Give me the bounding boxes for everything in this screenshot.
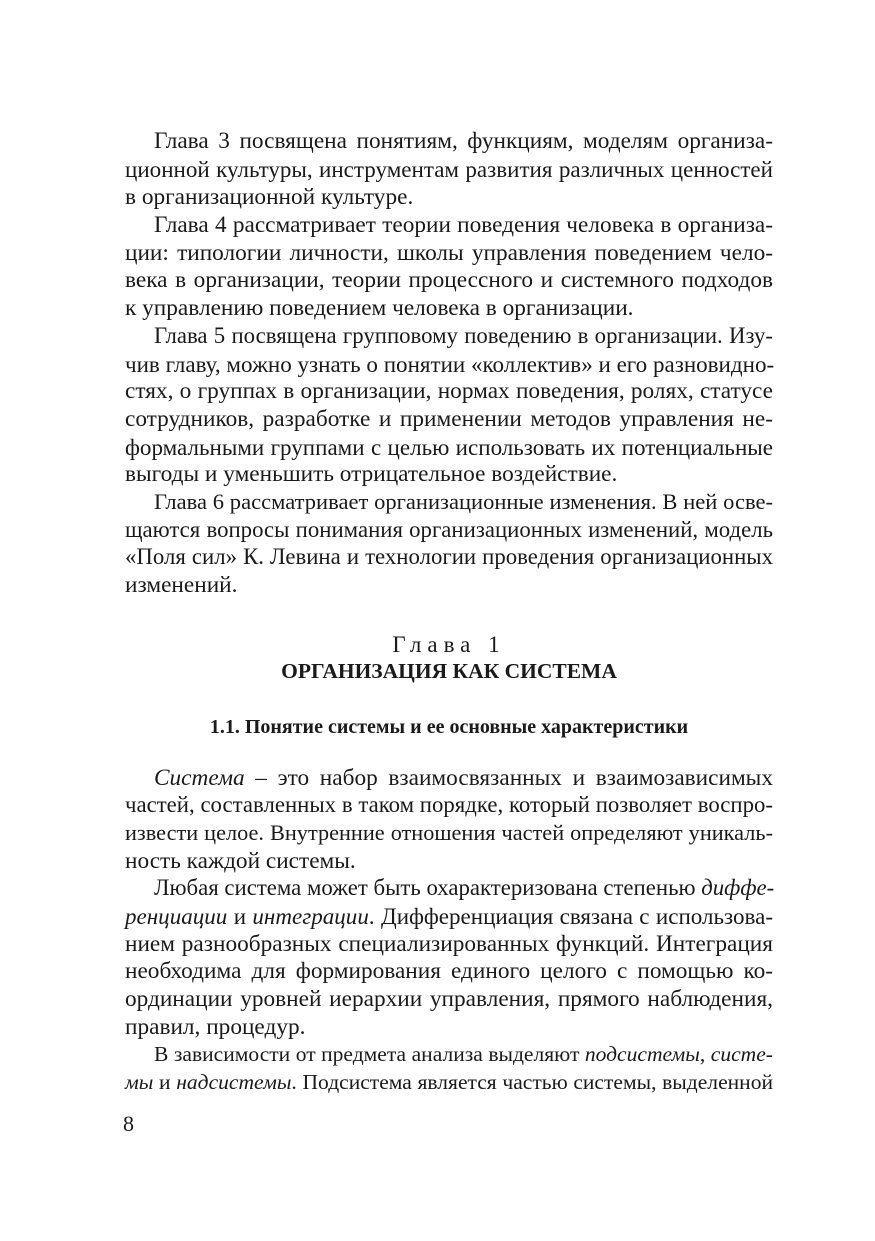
body-p2-line-3: нием разнообразных специализированных функций. Интеграция: [125, 931, 773, 957]
intro-p1-line-3: в организационной культуре.: [125, 184, 414, 210]
term-differentiation: диффе-: [701, 875, 775, 900]
chapter-label: Глава 1: [392, 632, 506, 657]
body-p2-line-1-text: Любая система может быть охарактеризована степенью: [154, 875, 702, 900]
body-p3-line-1: [154, 1039, 773, 1069]
section-heading: 1.1. Понятие системы и ее основные характеристики: [209, 716, 689, 738]
intro-p3-line-6: выгоды и уменьшить отрицательное воздействие.: [125, 461, 618, 487]
intro-p4-line-3: «Поля сил» К. Левина и технологии проведения организационных: [125, 544, 773, 569]
body-p1-line-4: ность каждой системы.: [125, 848, 356, 874]
term-integration: интеграции: [252, 903, 369, 929]
intro-p3-line-3: стях, о группах в организации, нормах поведения, ролях, статусе: [125, 378, 773, 404]
conjunction: и: [227, 903, 253, 929]
body-p1-line-3: извести целое. Внутренние отношения частей определяют уникаль-: [125, 820, 773, 845]
body-p2-line-6: правил, процедур.: [125, 1014, 306, 1040]
body-p2-line-4: необходима для формирования единого целого с помощью ко-: [125, 958, 773, 984]
term-sistema: Система: [154, 765, 245, 791]
body-p3-line-2-rest: . Подсистема является частью системы, выделенной: [291, 1070, 773, 1094]
body-p2-line-2-rest: . Дифференциация связана с использова-: [368, 903, 773, 929]
term-supersystems: надсистемы: [176, 1070, 292, 1094]
intro-p3-line-2: чив главу, можно узнать о понятии «коллектив» и его разновидно-: [125, 351, 775, 377]
intro-p3-line-5: формальными группами с целью использовать их потенциальные: [125, 434, 773, 460]
comma: ,: [699, 1042, 711, 1066]
intro-p3-line-1: Глава 5 посвящена групповому поведению в организации. Изу-: [154, 323, 773, 348]
term-systems: систе-: [710, 1042, 773, 1066]
intro-p2-line-3: века в организации, теории процессного и системного подходов: [125, 267, 773, 293]
chapter-title: ОРГАНИЗАЦИЯ КАК СИСТЕМА: [281, 659, 617, 683]
body-p3-line-2: [125, 1067, 773, 1097]
body-p2-line-2: [125, 901, 773, 931]
intro-p3-line-4: сотрудников, разработке и применении методов управления не-: [125, 406, 773, 432]
intro-p4-line-2: щаются вопросы понимания организационных изменений, модель: [125, 517, 773, 542]
intro-p1-line-2: ционной культуры, инструментам развития различных ценностей: [125, 156, 773, 182]
body-p2-line-1: [154, 873, 773, 903]
body-p1-line-2: частей, составленных в таком порядке, который позволяет воспро-: [125, 792, 773, 817]
body-p1-line-1: [154, 763, 773, 793]
intro-p1-line-1: Глава 3 посвящена понятиям, функциям, моделям организа-: [154, 128, 773, 154]
term-differentiation-end: ренциации: [125, 903, 228, 929]
intro-p4-line-1: Глава 6 рассматривает организационные изменения. В ней осве-: [154, 489, 773, 514]
body-p1-line-1-rest: – это набор взаимосвязанных и взаимозависимых: [244, 765, 773, 791]
conjunction: и: [153, 1070, 177, 1094]
body-p2-line-5: ординации уровней иерархии управления, прямого наблюдения,: [125, 986, 773, 1012]
body-p3-line-1-text: В зависимости от предмета анализа выделяют: [154, 1042, 585, 1066]
term-systems-end: мы: [125, 1070, 154, 1094]
intro-p2-line-2: ции: типологии личности, школы управления поведением чело-: [125, 240, 773, 266]
intro-p2-line-4: к управлению поведением человека в организации.: [125, 295, 634, 321]
intro-p2-line-1: Глава 4 рассматривает теории поведения человека в организа-: [154, 212, 773, 238]
intro-p4-line-4: изменений.: [125, 572, 238, 598]
page-number: 8: [123, 1111, 134, 1136]
term-subsystems: подсистемы: [584, 1042, 700, 1066]
